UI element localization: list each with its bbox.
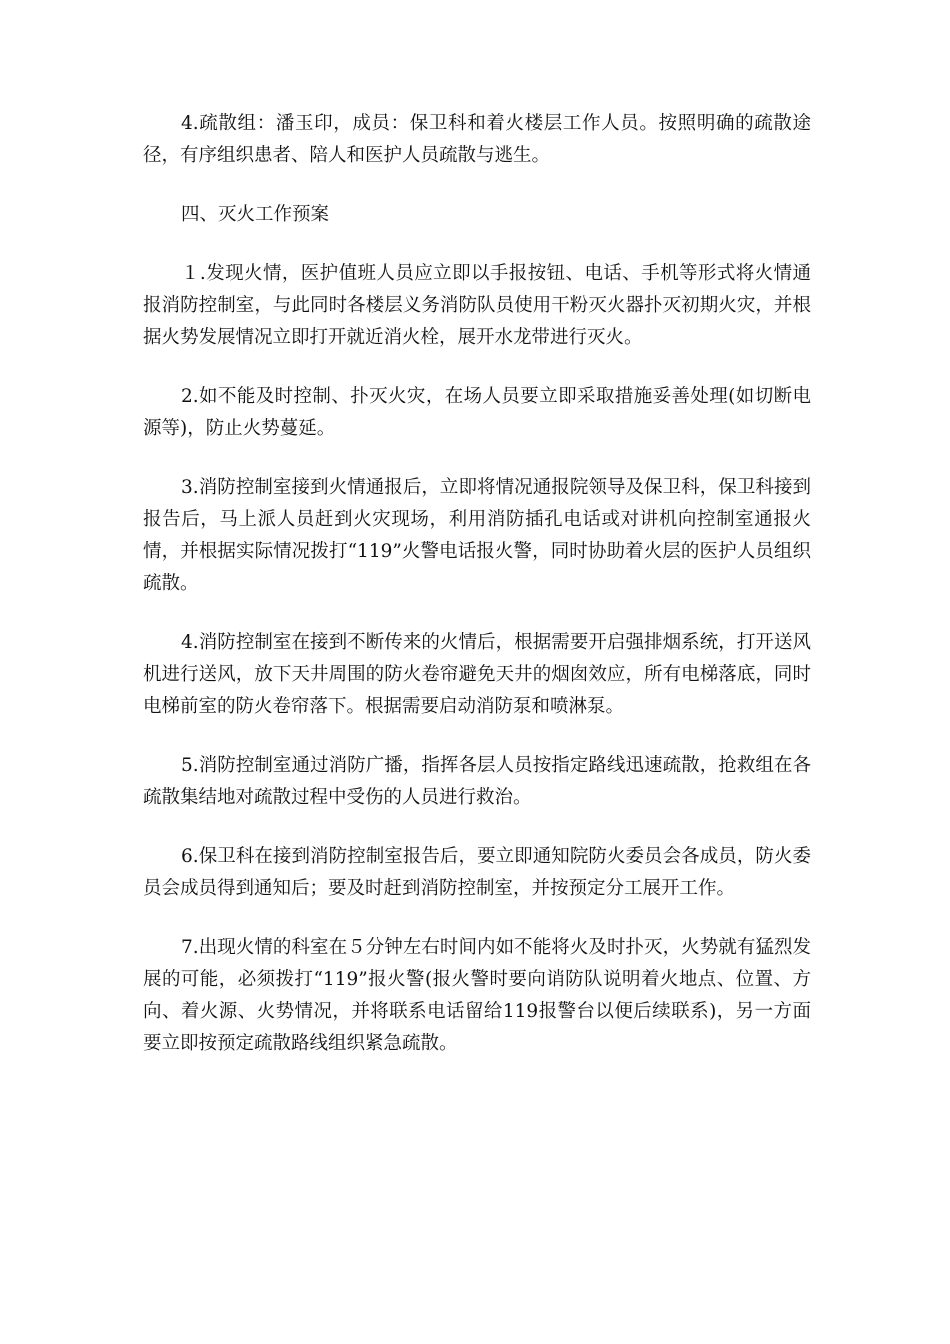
paragraph-step-1: １.发现火情，医护值班人员应立即以手报按钮、电话、手机等形式将火情通报消防控制室，与此同时各楼层义务消防队员使用干粉灭火器扑灭初期火灾，并根据火势发展情况立即打开就近消火栓，展开水龙带进行灭火。 bbox=[143, 263, 811, 348]
paragraph-step-2: 2.如不能及时控制、扑灭火灾，在场人员要立即采取措施妥善处理(如切断电源等)，防止火势蔓延。 bbox=[143, 386, 811, 439]
section-heading-fire-plan: 四、灭火工作预案 bbox=[181, 204, 330, 225]
paragraph-step-7: 7.出现火情的科室在５分钟左右时间内如不能将火及时扑灭，火势就有猛烈发展的可能，必须拨打“119”报火警(报火警时要向诮防队说明着火地点、位置、方向、着火源、火势情况，并将联系电话留给119报警台以便后续联系)，另一方面要立即按预定疏散路线组织紧急疏散。 bbox=[143, 937, 811, 1054]
document-body bbox=[143, 108, 811, 1087]
paragraph-step-6: 6.保卫科在接到消防控制室报告后，要立即通知院防火委员会各成员，防火委员会成员得到通知后；要及时赶到消防控制室，并按预定分工展开工作。 bbox=[143, 846, 811, 899]
paragraph-step-4: 4.消防控制室在接到不断传来的火情后，根据需要开启强排烟系统，打开送风机进行送风，放下天井周围的防火卷帘避免天井的烟囱效应，所有电梯落底，同时电梯前室的防火卷帘落下。根据需要启动消防泵和喷淋泵。 bbox=[143, 632, 811, 717]
paragraph-step-3: 3.消防控制室接到火情通报后，立即将情况通报院领导及保卫科，保卫科接到报告后，马上派人员赶到火灾现场，利用消防插孔电话或对讲机向控制室通报火情，并根据实际情况拨打“119”火警电话报火警，同时协助着火层的医护人员组织疏散。 bbox=[143, 477, 811, 594]
paragraph-evacuation-group: 4.疏散组：潘玉印，成员：保卫科和着火楼层工作人员。按照明确的疏散途径，有序组织患者、陪人和医护人员疏散与逃生。 bbox=[143, 113, 811, 166]
paragraph-step-5: 5.消防控制室通过消防广播，指挥各层人员按指定路线迅速疏散，抢救组在各疏散集结地对疏散过程中受伤的人员进行救治。 bbox=[143, 755, 811, 808]
